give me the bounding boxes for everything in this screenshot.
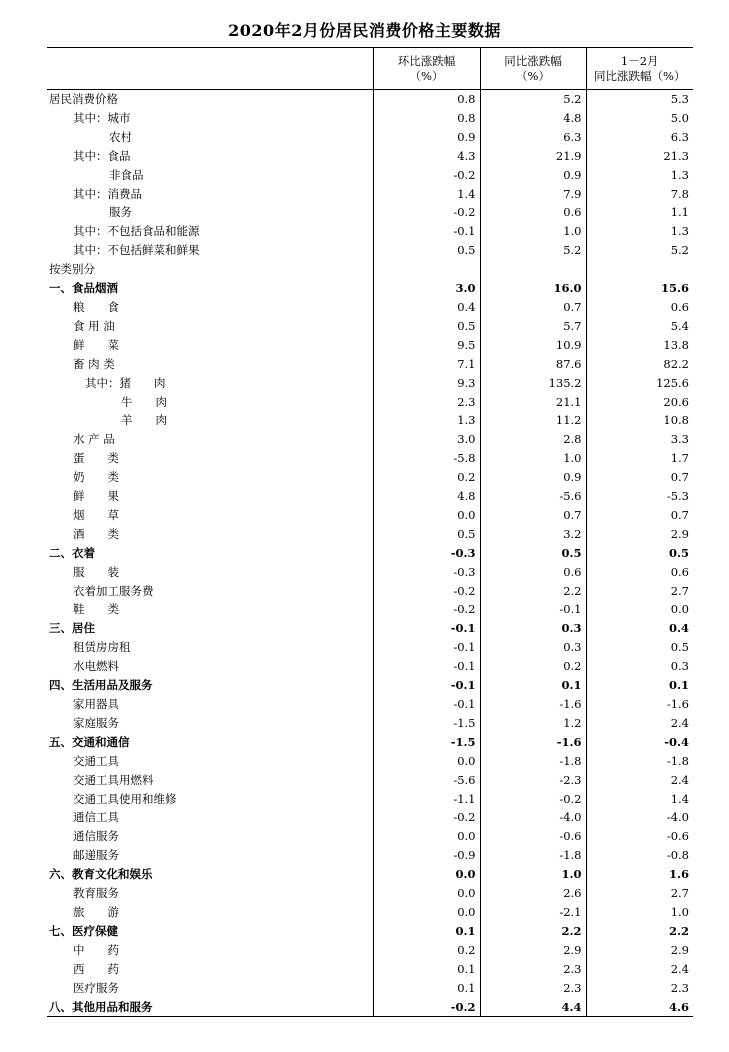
header-mom-change: 环比涨跌幅 （%）	[373, 48, 480, 90]
ytd-yoy-change-value: 15.6	[586, 279, 693, 298]
row-label: 二、衣着	[49, 545, 95, 560]
ytd-yoy-change-value: 5.0	[586, 109, 693, 128]
mom-change-value: 0.8	[373, 90, 480, 109]
mom-change-value: 9.5	[373, 336, 480, 355]
table-row	[47, 109, 693, 128]
row-label: 鞋 类	[73, 602, 119, 617]
yoy-change-value: -1.6	[480, 733, 586, 752]
header-ytd-yoy-change: 1－2月 同比涨跌幅（%）	[586, 48, 693, 90]
ytd-yoy-change-value: 2.4	[586, 714, 693, 733]
table-row	[47, 90, 693, 109]
mom-change-value: -0.1	[373, 676, 480, 695]
yoy-change-value: -1.8	[480, 752, 586, 771]
ytd-yoy-change-value: -0.8	[586, 846, 693, 865]
row-label: 通信服务	[73, 829, 119, 844]
table-row	[47, 998, 693, 1017]
mom-change-value: 0.0	[373, 884, 480, 903]
mom-change-value: 0.1	[373, 979, 480, 998]
row-label: 烟 草	[73, 507, 119, 522]
table-row	[47, 752, 693, 771]
table-row	[47, 865, 693, 884]
row-label: 五、交通和通信	[49, 734, 130, 749]
ytd-yoy-change-value: 0.6	[586, 298, 693, 317]
mom-change-value: 0.4	[373, 298, 480, 317]
mom-change-value: -0.2	[373, 166, 480, 185]
row-label: 教育服务	[73, 886, 119, 901]
mom-change-value: 7.1	[373, 355, 480, 374]
row-label: 其中：猪 肉	[85, 375, 166, 390]
mom-change-value: -0.3	[373, 544, 480, 563]
table-row	[47, 960, 693, 979]
table-row	[47, 260, 693, 279]
mom-change-value: 3.0	[373, 430, 480, 449]
yoy-change-value: 0.1	[480, 676, 586, 695]
yoy-change-value: 2.9	[480, 941, 586, 960]
yoy-change-value: 7.9	[480, 185, 586, 204]
row-label: 服务	[109, 205, 132, 220]
mom-change-value: 4.8	[373, 487, 480, 506]
ytd-yoy-change-value: 20.6	[586, 393, 693, 412]
mom-change-value: -5.8	[373, 449, 480, 468]
ytd-yoy-change-value: 4.6	[586, 998, 693, 1017]
table-row	[47, 449, 693, 468]
header-yoy-change: 同比涨跌幅 （%）	[480, 48, 586, 90]
row-label: 家庭服务	[73, 715, 119, 730]
mom-change-value: -5.6	[373, 771, 480, 790]
ytd-yoy-change-value: 13.8	[586, 336, 693, 355]
row-label: 居民消费价格	[49, 92, 118, 106]
yoy-change-value: 5.7	[480, 317, 586, 336]
yoy-change-value: 11.2	[480, 411, 586, 430]
ytd-yoy-change-value: 2.9	[586, 525, 693, 544]
ytd-yoy-change-value: 82.2	[586, 355, 693, 374]
ytd-yoy-change-value: 7.8	[586, 185, 693, 204]
ytd-yoy-change-value: -5.3	[586, 487, 693, 506]
row-label: 六、教育文化和娱乐	[49, 867, 153, 882]
table-row	[47, 544, 693, 563]
yoy-change-value: -1.8	[480, 846, 586, 865]
table-row	[47, 979, 693, 998]
ytd-yoy-change-value: -0.4	[586, 733, 693, 752]
yoy-change-value: 21.9	[480, 147, 586, 166]
mom-change-value: 4.3	[373, 147, 480, 166]
row-label: 农村	[109, 129, 132, 144]
table-row	[47, 203, 693, 222]
row-label: 蛋 类	[73, 451, 119, 466]
ytd-yoy-change-value: 2.9	[586, 941, 693, 960]
mom-change-value: -0.1	[373, 619, 480, 638]
mom-change-value: 0.0	[373, 903, 480, 922]
yoy-change-value: -5.6	[480, 487, 586, 506]
mom-change-value: 9.3	[373, 374, 480, 393]
mom-change-value: -1.5	[373, 733, 480, 752]
table-row	[47, 903, 693, 922]
table-row	[47, 430, 693, 449]
row-label: 服 装	[73, 564, 119, 579]
row-label: 其中：城市	[73, 110, 131, 125]
mom-change-value: 1.3	[373, 411, 480, 430]
yoy-change-value: 6.3	[480, 128, 586, 147]
yoy-change-value: 2.6	[480, 884, 586, 903]
row-label: 通信工具	[73, 810, 119, 825]
ytd-yoy-change-value: 0.0	[586, 600, 693, 619]
row-label: 衣着加工服务费	[73, 583, 154, 598]
mom-change-value: 0.9	[373, 128, 480, 147]
table-row	[47, 922, 693, 941]
ytd-yoy-change-value: 0.4	[586, 619, 693, 638]
table-row	[47, 128, 693, 147]
ytd-yoy-change-value: 21.3	[586, 147, 693, 166]
mom-change-value: -0.2	[373, 203, 480, 222]
row-label: 非食品	[109, 167, 144, 182]
ytd-yoy-change-value: 0.6	[586, 563, 693, 582]
yoy-change-value: 0.6	[480, 203, 586, 222]
mom-change-value: -1.1	[373, 790, 480, 809]
ytd-yoy-change-value: 6.3	[586, 128, 693, 147]
row-label: 交通工具	[73, 753, 119, 768]
yoy-change-value: 1.0	[480, 449, 586, 468]
yoy-change-value: 1.0	[480, 222, 586, 241]
row-label: 家用器具	[73, 697, 119, 711]
table-row	[47, 506, 693, 525]
ytd-yoy-change-value: 2.7	[586, 884, 693, 903]
yoy-change-value: 5.2	[480, 90, 586, 109]
table-row	[47, 714, 693, 733]
row-label: 七、医疗保健	[49, 923, 118, 938]
table-row	[47, 355, 693, 374]
yoy-change-value: 21.1	[480, 393, 586, 412]
row-label: 交通工具使用和维修	[73, 791, 177, 806]
mom-change-value: 0.5	[373, 241, 480, 260]
row-label: 羊 肉	[121, 413, 167, 428]
ytd-yoy-change-value: 2.3	[586, 979, 693, 998]
ytd-yoy-change-value: -4.0	[586, 808, 693, 827]
ytd-yoy-change-value: 5.2	[586, 241, 693, 260]
ytd-yoy-change-value: 2.4	[586, 771, 693, 790]
ytd-yoy-change-value: 1.3	[586, 222, 693, 241]
yoy-change-value: 1.0	[480, 865, 586, 884]
yoy-change-value: 0.3	[480, 638, 586, 657]
table-row	[47, 884, 693, 903]
document-title: 2020年2月份居民消费价格主要数据	[228, 21, 501, 40]
yoy-change-value: 10.9	[480, 336, 586, 355]
table-row	[47, 695, 693, 714]
yoy-change-value: 0.5	[480, 544, 586, 563]
mom-change-value: 0.0	[373, 865, 480, 884]
mom-change-value: 0.5	[373, 525, 480, 544]
table-row	[47, 941, 693, 960]
yoy-change-value: 0.7	[480, 298, 586, 317]
yoy-change-value: 0.7	[480, 506, 586, 525]
table-row	[47, 619, 693, 638]
row-label: 按类别分	[49, 262, 95, 277]
yoy-change-value: -2.3	[480, 771, 586, 790]
table-row	[47, 317, 693, 336]
yoy-change-value: -1.6	[480, 695, 586, 714]
row-label: 其中：不包括鲜菜和鲜果	[73, 243, 200, 258]
mom-change-value: 3.0	[373, 279, 480, 298]
yoy-change-value: 3.2	[480, 525, 586, 544]
ytd-yoy-change-value: 2.7	[586, 582, 693, 601]
mom-change-value: -0.3	[373, 563, 480, 582]
mom-change-value: 0.1	[373, 922, 480, 941]
yoy-change-value: 0.3	[480, 619, 586, 638]
table-row	[47, 827, 693, 846]
mom-change-value: 0.5	[373, 317, 480, 336]
row-label: 牛 肉	[121, 394, 167, 409]
row-label: 鲜 菜	[73, 337, 119, 352]
row-label: 邮递服务	[73, 848, 119, 863]
mom-change-value: 0.2	[373, 941, 480, 960]
ytd-yoy-change-value: 1.7	[586, 449, 693, 468]
table-row	[47, 733, 693, 752]
yoy-change-value: 5.2	[480, 241, 586, 260]
yoy-change-value: 4.4	[480, 998, 586, 1017]
mom-change-value: 0.0	[373, 752, 480, 771]
ytd-yoy-change-value: 1.4	[586, 790, 693, 809]
mom-change-value: 1.4	[373, 185, 480, 204]
mom-change-value: 0.0	[373, 827, 480, 846]
row-label: 租赁房房租	[73, 640, 131, 655]
ytd-yoy-change-value: 1.6	[586, 865, 693, 884]
header-item-column	[47, 48, 373, 90]
table-row	[47, 393, 693, 412]
row-label: 奶 类	[73, 470, 119, 485]
row-label: 其中：消费品	[73, 186, 142, 201]
ytd-yoy-change-value: 1.1	[586, 203, 693, 222]
mom-change-value: -0.1	[373, 222, 480, 241]
yoy-change-value: 16.0	[480, 279, 586, 298]
yoy-change-value: 2.8	[480, 430, 586, 449]
ytd-yoy-change-value: 10.8	[586, 411, 693, 430]
yoy-change-value: -4.0	[480, 808, 586, 827]
yoy-change-value: -0.6	[480, 827, 586, 846]
yoy-change-value: 87.6	[480, 355, 586, 374]
table-row	[47, 582, 693, 601]
row-label: 粮 食	[73, 299, 119, 314]
mom-change-value: -0.2	[373, 808, 480, 827]
table-row	[47, 487, 693, 506]
table-row	[47, 808, 693, 827]
table-row	[47, 166, 693, 185]
ytd-yoy-change-value: -1.8	[586, 752, 693, 771]
table-row	[47, 241, 693, 260]
row-label: 酒 类	[73, 526, 119, 541]
table-row	[47, 279, 693, 298]
mom-change-value: 0.0	[373, 506, 480, 525]
row-label: 食 用 油	[73, 318, 115, 333]
yoy-change-value: 2.2	[480, 582, 586, 601]
row-label: 交通工具用燃料	[73, 772, 154, 787]
mom-change-value: 0.1	[373, 960, 480, 979]
cpi-data-table	[47, 47, 693, 1017]
mom-change-value: 0.2	[373, 468, 480, 487]
ytd-yoy-change-value: 1.3	[586, 166, 693, 185]
ytd-yoy-change-value: 0.3	[586, 657, 693, 676]
row-label: 一、食品烟酒	[49, 281, 118, 296]
table-row	[47, 525, 693, 544]
ytd-yoy-change-value: 1.0	[586, 903, 693, 922]
yoy-change-value	[480, 260, 586, 279]
table-row	[47, 298, 693, 317]
ytd-yoy-change-value: 5.4	[586, 317, 693, 336]
ytd-yoy-change-value: 0.5	[586, 638, 693, 657]
table-row	[47, 374, 693, 393]
row-label: 三、居住	[49, 621, 95, 636]
row-label: 旅 游	[73, 904, 119, 919]
ytd-yoy-change-value: 125.6	[586, 374, 693, 393]
mom-change-value: -0.2	[373, 998, 480, 1017]
yoy-change-value: -0.1	[480, 600, 586, 619]
mom-change-value: 2.3	[373, 393, 480, 412]
table-row	[47, 676, 693, 695]
row-label: 水 产 品	[73, 432, 115, 447]
ytd-yoy-change-value: 2.2	[586, 922, 693, 941]
table-row	[47, 600, 693, 619]
row-label: 西 药	[73, 961, 119, 976]
mom-change-value: 0.8	[373, 109, 480, 128]
row-label: 水电燃料	[73, 659, 119, 674]
table-row	[47, 638, 693, 657]
yoy-change-value: -0.2	[480, 790, 586, 809]
table-row	[47, 222, 693, 241]
yoy-change-value: -2.1	[480, 903, 586, 922]
yoy-change-value: 4.8	[480, 109, 586, 128]
mom-change-value: -1.5	[373, 714, 480, 733]
ytd-yoy-change-value: 0.7	[586, 468, 693, 487]
row-label: 其中：食品	[73, 148, 131, 163]
row-label: 医疗服务	[73, 980, 119, 995]
mom-change-value: -0.1	[373, 638, 480, 657]
table-row	[47, 657, 693, 676]
row-label: 中 药	[73, 942, 119, 957]
table-row	[47, 468, 693, 487]
ytd-yoy-change-value: 0.7	[586, 506, 693, 525]
ytd-yoy-change-value: 2.4	[586, 960, 693, 979]
mom-change-value: -0.1	[373, 695, 480, 714]
table-row	[47, 336, 693, 355]
table-row	[47, 846, 693, 865]
yoy-change-value: 2.3	[480, 979, 586, 998]
yoy-change-value: 1.2	[480, 714, 586, 733]
row-label: 四、生活用品及服务	[49, 678, 153, 693]
yoy-change-value: 0.2	[480, 657, 586, 676]
table-row	[47, 411, 693, 430]
table-row	[47, 185, 693, 204]
mom-change-value	[373, 260, 480, 279]
mom-change-value: -0.2	[373, 600, 480, 619]
ytd-yoy-change-value: 0.1	[586, 676, 693, 695]
ytd-yoy-change-value	[586, 260, 693, 279]
mom-change-value: -0.9	[373, 846, 480, 865]
row-label: 其中：不包括食品和能源	[73, 224, 200, 239]
yoy-change-value: 2.2	[480, 922, 586, 941]
table-row	[47, 147, 693, 166]
table-row	[47, 563, 693, 582]
mom-change-value: -0.2	[373, 582, 480, 601]
ytd-yoy-change-value: 3.3	[586, 430, 693, 449]
table-row	[47, 790, 693, 809]
ytd-yoy-change-value: 0.5	[586, 544, 693, 563]
row-label: 八、其他用品和服务	[47, 998, 373, 1017]
yoy-change-value: 0.9	[480, 166, 586, 185]
table-body	[47, 90, 693, 1017]
yoy-change-value: 0.6	[480, 563, 586, 582]
row-label: 鲜 果	[73, 489, 119, 504]
yoy-change-value: 135.2	[480, 374, 586, 393]
table-header-row	[47, 48, 693, 90]
row-label: 畜 肉 类	[73, 356, 115, 371]
yoy-change-value: 2.3	[480, 960, 586, 979]
ytd-yoy-change-value: 5.3	[586, 90, 693, 109]
yoy-change-value: 0.9	[480, 468, 586, 487]
table-row	[47, 771, 693, 790]
mom-change-value: -0.1	[373, 657, 480, 676]
ytd-yoy-change-value: -0.6	[586, 827, 693, 846]
ytd-yoy-change-value: -1.6	[586, 695, 693, 714]
